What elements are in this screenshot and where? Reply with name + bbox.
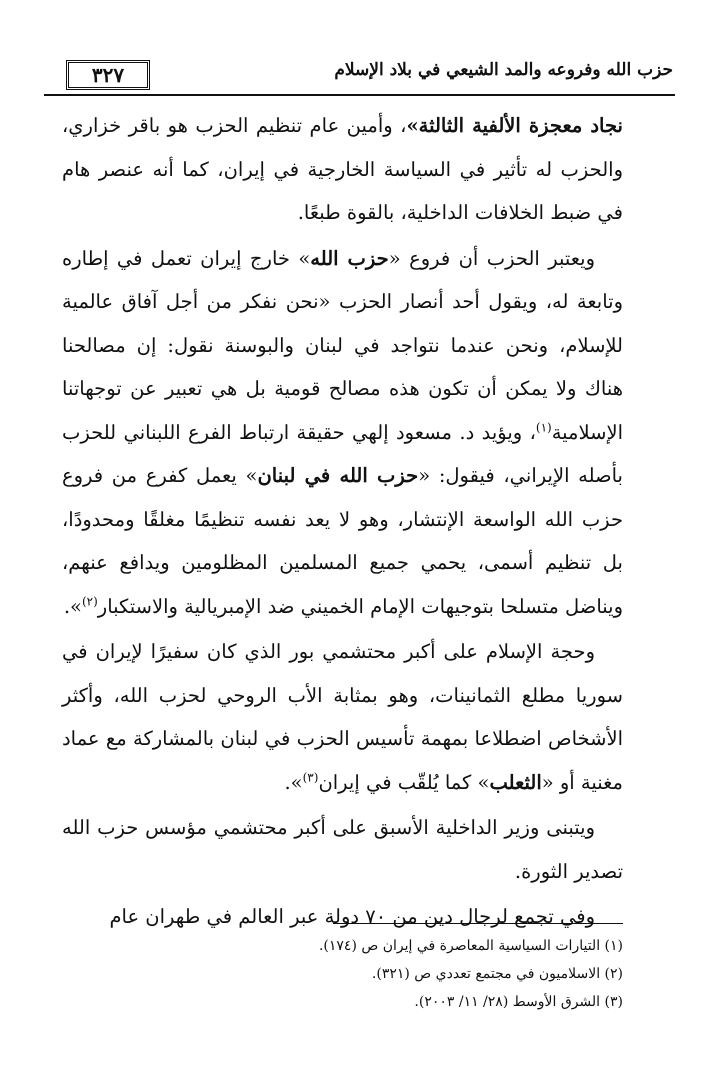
bold-phrase: نجاد معجزة الألفية الثالثة» bbox=[406, 114, 623, 137]
paragraph-text: ». bbox=[284, 770, 303, 794]
footnote-ref-2[interactable]: (٢) bbox=[81, 594, 98, 608]
bold-phrase: حزب الله في لبنان bbox=[257, 464, 419, 487]
header-rule bbox=[44, 94, 675, 96]
page-number: ٣٢٧ bbox=[66, 60, 150, 90]
paragraph-2 bbox=[62, 237, 623, 629]
paragraph-1 bbox=[62, 104, 623, 235]
footnotes bbox=[62, 932, 623, 1016]
footnote-rule bbox=[333, 923, 623, 924]
paragraph-5: وفي تجمع لرجال دين من ٧٠ دولة عبر العالم في طهران عام bbox=[109, 905, 595, 928]
body-text bbox=[62, 104, 623, 941]
running-title: حزب الله وفروعه والمد الشيعي في بلاد الإسلام bbox=[334, 60, 673, 80]
paragraph-text: ، ويؤيد د. مسعود إلهي حقيقة ارتباط الفرع اللبناني للحزب بأصله الإيراني، فيقول: « bbox=[62, 420, 623, 487]
paragraph-text: » خارج إيران تعمل في إطاره وتابعة له، ويقول أحد أنصار الحزب «نحن نفكر من أجل آفاق عالمية للإسلام، ونحن عندما نتواجد في لبنان والبوسنة نقول: إن مصالحنا هناك ولا يمكن أن تكون هذه مصالح قومية بل هي تعبير عن توجهاتنا الإسلامية bbox=[62, 246, 623, 444]
footnote-2: (٢) الاسلاميون في مجتمع تعددي ص (٣٢١). bbox=[371, 966, 623, 982]
paragraph-text: » كما يُلقّب في إيران bbox=[318, 770, 490, 794]
paragraph-4: ويتبنى وزير الداخلية الأسبق على أكبر محتشمي مؤسس حزب الله تصدير الثورة. bbox=[62, 816, 623, 883]
footnote-3: (٣) الشرق الأوسط (٢٨/ ١١/ ٢٠٠٣). bbox=[414, 994, 623, 1010]
paragraph-text: وحجة الإسلام على أكبر محتشمي بور الذي كان سفيرًا لإيران في سوريا مطلع الثمانينات، وهو بمثابة الأب الروحي لحزب الله، وأكثر الأشخاص اضطلاعا بمهمة تأسيس الحزب في لبنان بالمشاركة مع عماد مغنية أو « bbox=[62, 640, 623, 794]
footnote-1: (١) التيارات السياسية المعاصرة في إيران ص (١٧٤). bbox=[318, 938, 623, 954]
paragraph-text: ويعتبر الحزب أن فروع « bbox=[388, 246, 596, 270]
bold-phrase: الثعلب bbox=[489, 770, 542, 794]
footnote-ref-3[interactable]: (٣) bbox=[302, 770, 319, 784]
paragraph-text: ». bbox=[63, 594, 82, 618]
paragraph-3 bbox=[62, 630, 623, 804]
paragraph-text: ، وأمين عام تنظيم الحزب هو باقر خزاري، والحزب له تأثير في السياسة الخارجية في إيران، كما أنه عنصر هام في ضبط الخلافات الداخلية، بالقوة طبعًا. bbox=[62, 114, 623, 224]
footnote-ref-1[interactable]: (١) bbox=[535, 420, 552, 434]
bold-phrase: حزب الله bbox=[310, 246, 389, 270]
page-header bbox=[44, 58, 675, 92]
paragraph-text: » يعمل كفرع من فروع حزب الله الواسعة الإنتشار، وهو لا يعد نفسه تنظيمًا مغلقًا ومحدودًا، بل تنظيم أسمى، يحمي جميع المسلمين المظلومين ويدافع عنهم، ويناضل متسلحا بتوجيهات الإمام الخميني ضد الإمبريالية والاستكبار bbox=[62, 464, 623, 618]
